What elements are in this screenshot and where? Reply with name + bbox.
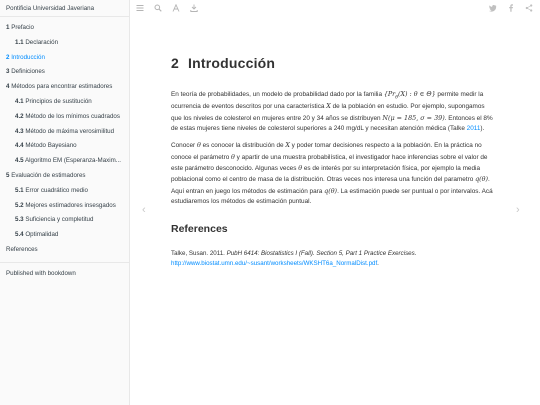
facebook-icon[interactable]: [505, 4, 517, 16]
toc-item-minimos-cuadrados[interactable]: 4.2 Método de los mínimos cuadrados: [15, 112, 120, 120]
reference-title: PubH 6414: Biostatistics I (Fall). Section 5, Part 1 Practice Exercises: [226, 249, 415, 257]
toc-item-algoritmo-em[interactable]: 4.5 Algoritmo EM (Esperanza-Maxim...: [15, 157, 121, 165]
math-x: X: [326, 102, 331, 111]
toc-list: [0, 17, 129, 282]
toc-item-sustitucion[interactable]: 4.1 Principios de sustitución: [15, 97, 92, 105]
reference-entry: Talke, Susan. 2011. PubH 6414: Biostatistics I (Fall). Section 5, Part 1 Practice Exercises. http://www.biostat.umn.edu/~susant/worksheets/WKSHT6a_NormalDist.pdf.: [171, 249, 417, 267]
toc-divider: [0, 262, 129, 263]
toc-item-introduccion[interactable]: 2 Introducción: [6, 53, 45, 61]
toc-item-error-cuadratico[interactable]: 5.1 Error cuadrático medio: [15, 186, 88, 194]
paragraph-intro: En teoría de probabilidades, un modelo de probabilidad dado por la familia {$Pr_\theta(X)$ : θ ∈ Θ} permite medir la ocurrencia de eventos descritos por una característica X de la población en estudio. Por ejemplo, supongamos que los niveles de colesterol en mujeres entre 20 y 34 años se distribuyen N(μ = 185, σ = 39). Entonces el 8% de estas mujeres tiene niveles de colesterol superiores a 240 mg/dL y necesitan atención médica (Talke 2011).: [171, 89, 493, 132]
chapter-number: 2: [171, 55, 179, 71]
font-icon[interactable]: [170, 4, 182, 16]
math-prob-family: {$Pr_\theta(X)$ : θ ∈ Θ}: [383, 89, 436, 100]
toolbar: [130, 0, 540, 22]
toc-item-prefacio[interactable]: 1 Prefacio: [6, 24, 34, 31]
reference-link[interactable]: http://www.biostat.umn.edu/~susant/worksheets/WKSHT6a_NormalDist.pdf: [171, 259, 378, 267]
toc-item-insesgados[interactable]: 5.2 Mejores estimadores insesgados: [15, 201, 116, 209]
published-with-bookdown-link[interactable]: Published with bookdown: [6, 269, 76, 277]
toc-item-suficiencia[interactable]: 5.3 Suficiencia y completitud: [15, 216, 94, 224]
toc-item-metodos[interactable]: 4 Métodos para encontrar estimadores: [6, 83, 113, 91]
paragraph-theta: Conocer θ es conocer la distribución de X y poder tomar decisiones respecto a la población. En la práctica no conoce el parámetro θ y apartir de una muestra probabilística, el investigador hace inferencias sobre el valor de este parámetro desconocido. Algunas veces θ es de interés por su interpretación física, por ejemplo la media poblacional como el centro de masa de la distribución. Otras veces nos interesa una función del parametro q(θ). Aquí entran en juego los métodos de estimación para q(θ). La estimación puede ser puntual o por intervalos. Acá estudiaremos los métodos de estimación puntual.: [171, 141, 493, 206]
citation-link[interactable]: 2011: [466, 124, 481, 132]
toc-item-definiciones[interactable]: 3 Definiciones: [6, 68, 45, 76]
toc-item-maxima-verosimilitud[interactable]: 4.3 Método de máxima verosimilitud: [15, 127, 115, 135]
chapter-heading: [171, 52, 494, 75]
sidebar-title[interactable]: Pontificia Universidad Javeriana: [0, 0, 129, 17]
toc-item-bayesiano[interactable]: 4.4 Método Bayesiano: [15, 142, 77, 150]
sidebar-toc: [0, 0, 130, 405]
toc-item-declaracion[interactable]: 1.1 Declaración: [15, 38, 59, 46]
search-icon[interactable]: [152, 4, 164, 16]
references-heading: References: [171, 222, 228, 235]
twitter-icon[interactable]: [487, 4, 499, 16]
menu-icon[interactable]: [134, 4, 146, 16]
toc-item-optimalidad[interactable]: 5.4 Optimalidad: [15, 231, 59, 239]
next-page-arrow[interactable]: ›: [516, 204, 520, 216]
page-content: [171, 52, 494, 269]
prev-page-arrow[interactable]: ‹: [142, 204, 146, 216]
toc-item-references[interactable]: References: [6, 245, 38, 253]
chapter-title: Introducción: [188, 55, 276, 71]
toc-item-evaluacion[interactable]: 5 Evaluación de estimadores: [6, 171, 86, 179]
download-icon[interactable]: [188, 4, 200, 16]
share-icon[interactable]: [523, 4, 535, 16]
math-normal-dist: N(μ = 185, σ = 39): [382, 113, 445, 122]
